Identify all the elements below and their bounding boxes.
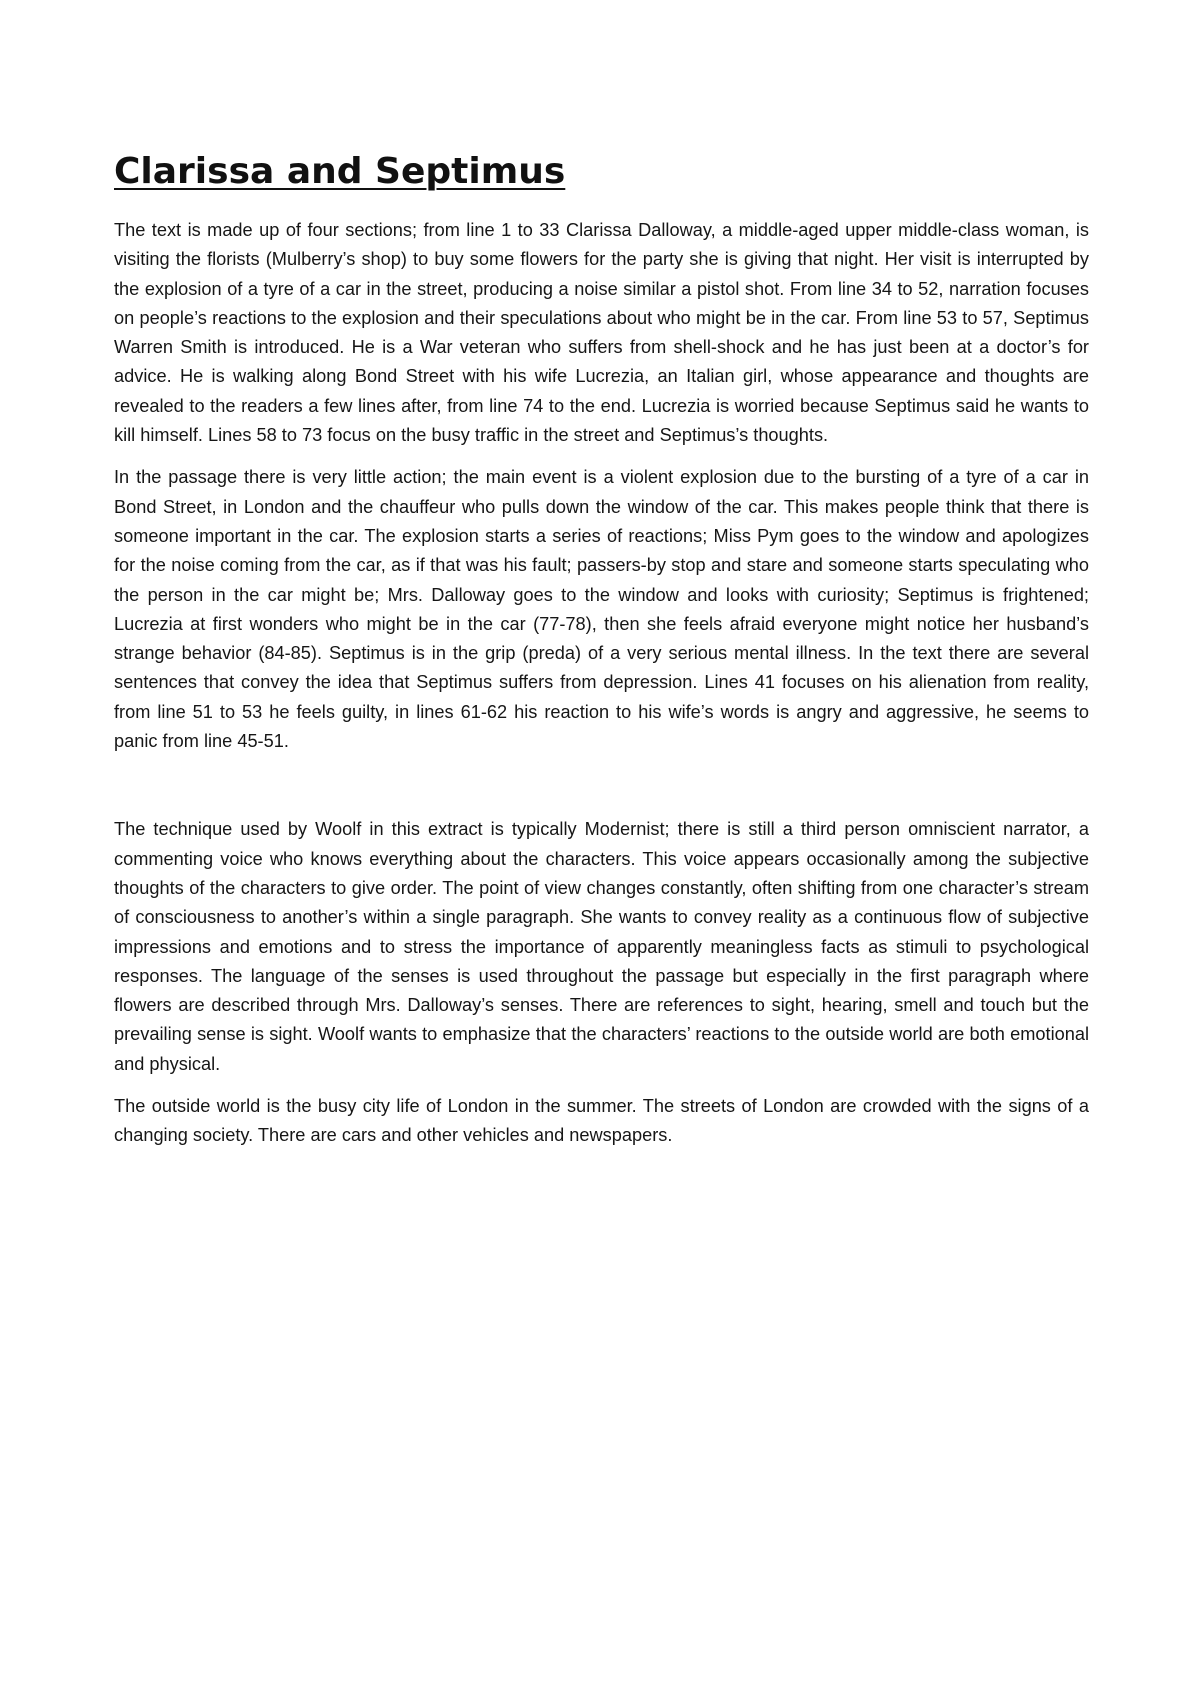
paragraph-outside-world: The outside world is the busy city life of London in the summer. The streets of London are crowded with the signs of a changing society. There are cars and other vehicles and newspapers. [114, 1096, 1089, 1146]
paragraph-action-analysis: In the passage there is very little action; the main event is a violent explosion due to the bursting of a tyre of a car in Bond Street, in London and the chauffeur who pulls down the window of the car. This makes people think that there is someone important in the car. The explosion starts a series of reactions; Miss Pym goes to the window and apologizes for the noise coming from the car, as if that was his fault; passers-by stop and stare and someone starts speculating who the person in the car might be; Mrs. Dalloway goes to the window and looks with curiosity; Septimus is frightened; Lucrezia at first wonders who might be in the car (77-78), then she feels afraid everyone might notice her husband’s strange behavior (84-85). Septimus is in the grip (preda) of a very serious mental illness. In the text there are several sentences that convey the idea that Septimus suffers from depression. Lines 41 focuses on his alienation from reality, from line 51 to 53 he feels guilty, in lines 61-62 his reaction to his wife’s words is angry and aggressive, he seems to panic from line 45-51. [114, 467, 1089, 752]
paragraph-technique: The technique used by Woolf in this extract is typically Modernist; there is still a third person omniscient narrator, a commenting voice who knows everything about the characters. This voice appears occasionally among the subjective thoughts of the characters to give order. The point of view changes constantly, often shifting from one character’s stream of consciousness to another’s within a single paragraph. She wants to convey reality as a continuous flow of subjective impressions and emotions and to stress the importance of apparently meaningless facts as stimuli to psychological responses. The language of the senses is used throughout the passage but especially in the first paragraph where flowers are described through Mrs. Dalloway’s senses. There are references to sight, hearing, smell and touch but the prevailing sense is sight. Woolf wants to emphasize that the characters’ reactions to the outside world are both emotional and physical. [114, 819, 1089, 1074]
document-body [114, 148, 1089, 1151]
paragraph-sections-summary: The text is made up of four sections; from line 1 to 33 Clarissa Dalloway, a middle-aged upper middle-class woman, is visiting the florists (Mulberry’s shop) to buy some flowers for the party she is giving that night. Her visit is interrupted by the explosion of a tyre of a car in the street, producing a noise similar a pistol shot. From line 34 to 52, narration focuses on people’s reactions to the explosion and their speculations about who might be in the car. From line 53 to 57, Septimus Warren Smith is introduced. He is a War veteran who suffers from shell-shock and he has just been at a doctor’s for advice. He is walking along Bond Street with his wife Lucrezia, an Italian girl, whose appearance and thoughts are revealed to the readers a few lines after, from line 74 to the end. Lucrezia is worried because Septimus said he wants to kill himself. Lines 58 to 73 focus on the busy traffic in the street and Septimus’s thoughts. [114, 220, 1089, 446]
document-title: Clarissa and Septimus [114, 151, 566, 192]
